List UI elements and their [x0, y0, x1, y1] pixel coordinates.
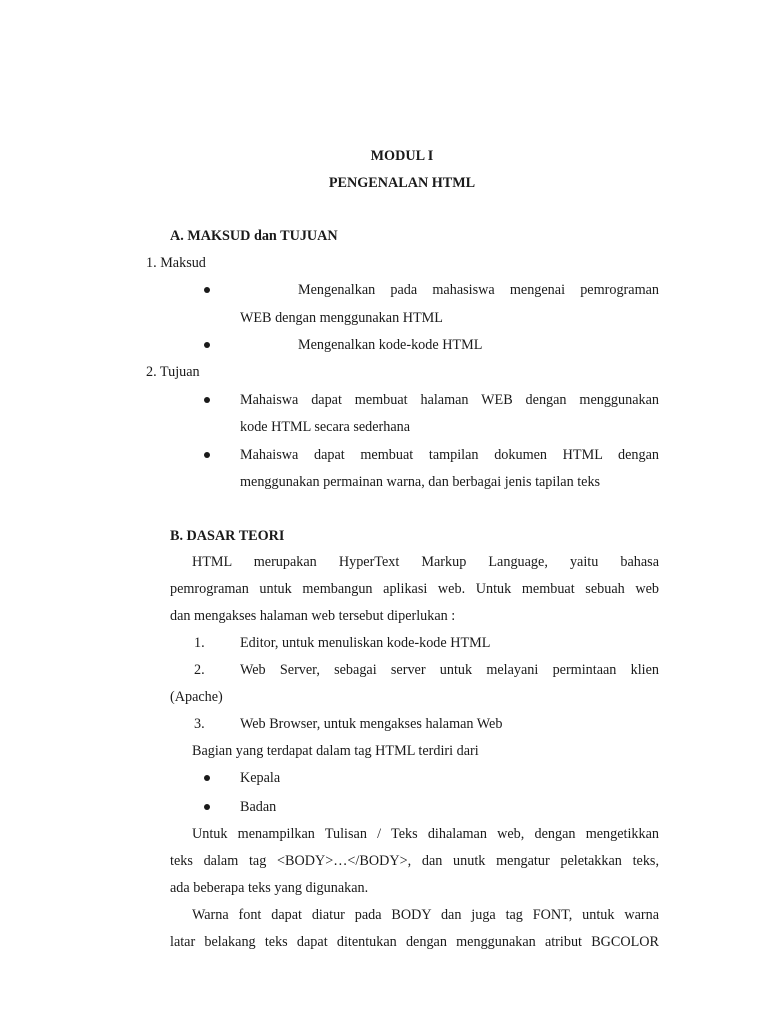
paragraph-1-line-3: dan mengakses halaman web tersebut diperlukan : [170, 608, 456, 624]
section-b-heading: B. DASAR TEORI [170, 528, 285, 544]
numbered-item-number: 1. [194, 635, 205, 651]
paragraph-1-line-2: pemrograman untuk membangun aplikasi web. Untuk membuat sebuah web [170, 581, 659, 597]
tujuan-item-1-line-2: kode HTML secara sederhana [240, 419, 411, 435]
maksud-item-2-line-1: Mengenalkan kode-kode HTML [298, 337, 483, 353]
numbered-item-text: Web Server, sebagai server untuk melayani permintaan klien [240, 662, 659, 678]
tujuan-label: 2. Tujuan [146, 364, 200, 380]
section-a-heading: A. MAKSUD dan TUJUAN [170, 228, 338, 244]
document-title: MODUL I [370, 148, 434, 164]
bullet-icon [204, 775, 210, 781]
numbered-item-number: 2. [194, 662, 205, 678]
bullet-icon [204, 287, 210, 293]
numbered-item-continuation: (Apache) [170, 689, 223, 705]
numbered-item-number: 3. [194, 716, 205, 732]
bullet-icon [204, 397, 210, 403]
paragraph-3-line-1: Untuk menampilkan Tulisan / Teks dihalaman web, dengan mengetikkan [192, 826, 659, 842]
paragraph-3-line-3: ada beberapa teks yang digunakan. [170, 880, 369, 896]
document-subtitle: PENGENALAN HTML [328, 175, 476, 191]
numbered-item-text: Editor, untuk menuliskan kode-kode HTML [240, 635, 491, 651]
maksud-label: 1. Maksud [146, 255, 206, 271]
paragraph-3-line-2: teks dalam tag <BODY>…</BODY>, dan unutk mengatur peletakkan teks, [170, 853, 659, 869]
bullet-icon [204, 452, 210, 458]
tujuan-item-1-line-1: Mahaiswa dapat membuat halaman WEB dengan menggunakan [240, 392, 659, 408]
bullet-icon [204, 804, 210, 810]
bullet-item-badan: Badan [240, 799, 277, 815]
bullet-item-kepala: Kepala [240, 770, 281, 786]
paragraph-4-line-2: latar belakang teks dapat ditentukan dengan menggunakan atribut BGCOLOR [170, 934, 659, 950]
tujuan-item-2-line-2: menggunakan permainan warna, dan berbagai jenis tapilan teks [240, 474, 601, 490]
bullet-icon [204, 342, 210, 348]
paragraph-2: Bagian yang terdapat dalam tag HTML terdiri dari [192, 743, 479, 759]
paragraph-4-line-1: Warna font dapat diatur pada BODY dan juga tag FONT, untuk warna [192, 907, 659, 923]
paragraph-1-line-1: HTML merupakan HyperText Markup Language, yaitu bahasa [192, 554, 659, 570]
maksud-item-1-line-1: Mengenalkan pada mahasiswa mengenai pemrograman [298, 282, 659, 298]
tujuan-item-2-line-1: Mahaiswa dapat membuat tampilan dokumen HTML dengan [240, 447, 659, 463]
numbered-item-text: Web Browser, untuk mengakses halaman Web [240, 716, 503, 732]
maksud-item-1-line-2: WEB dengan menggunakan HTML [240, 310, 443, 326]
